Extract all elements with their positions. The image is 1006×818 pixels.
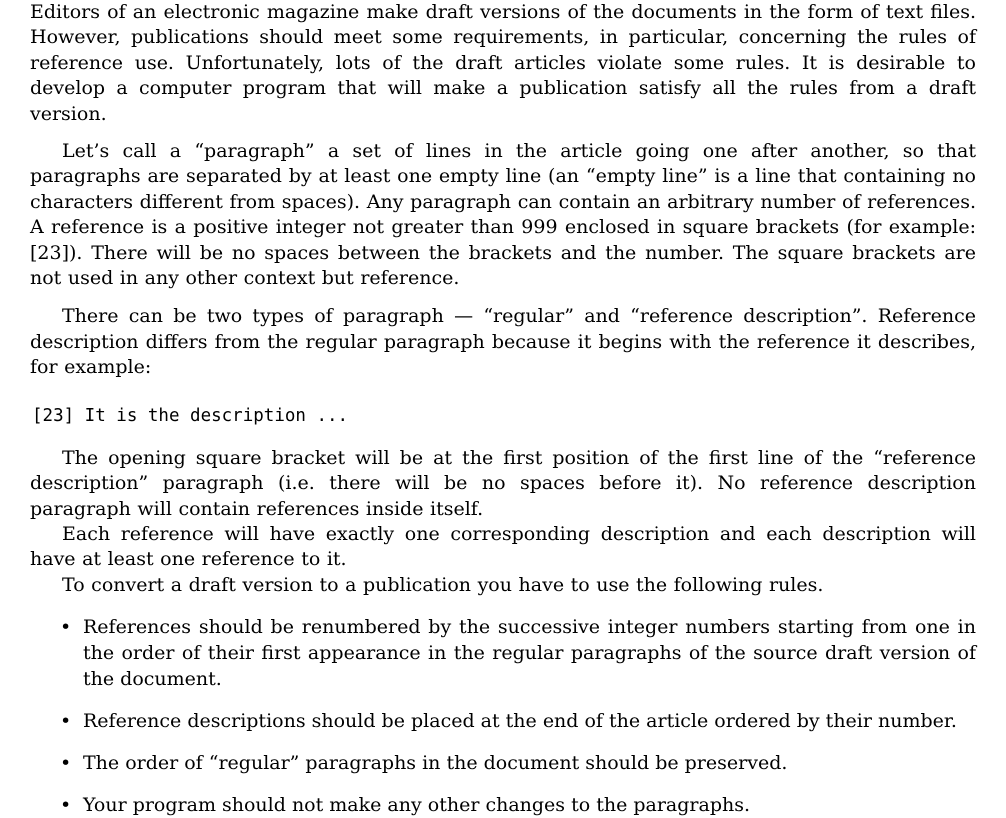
paragraph-types: There can be two types of paragraph — “regular” and “reference description”. Reference description differs from the regular paragraph because it begins with the reference it describes, for example: <box>30 305 976 379</box>
bracket-position-paragraph: The opening square bracket will be at the first position of the first line of the “reference description” paragraph (i.e. there will be no spaces before it). No reference description paragraph will contain references inside itself. <box>30 446 976 520</box>
code-example: [23] It is the description ... <box>32 405 349 426</box>
rule-text: Your program should not make any other changes to the paragraphs. <box>83 794 751 817</box>
reference-correspondence-paragraph: Each reference will have exactly one corresponding description and each description will have at least one reference to it. <box>30 522 976 571</box>
list-item <box>30 792 976 818</box>
rule-text: The order of “regular” paragraphs in the document should be preserved. <box>83 752 788 775</box>
rule-text: Reference descriptions should be placed at the end of the article ordered by their number. <box>83 710 957 733</box>
intro-paragraph: Editors of an electronic magazine make draft versions of the documents in the form of text files. However, publications should meet some requirements, in particular, concerning the rules of reference use. Unfortunately, lots of the draft articles violate some rules. It is desirable to develop a computer program that will make a publication satisfy all the rules from a draft version. <box>30 1 976 125</box>
bullet-icon: • <box>60 710 72 733</box>
bullet-icon: • <box>60 752 72 775</box>
rule-text: References should be renumbered by the successive integer numbers starting from one in the order of their first appearance in the regular paragraphs of the source draft version of the document. <box>83 616 976 691</box>
bullet-icon: • <box>60 616 72 639</box>
paragraph-definition: Let’s call a “paragraph” a set of lines in the article going one after another, so that paragraphs are separated by at least one empty line (an “empty line” is a line that containing no characters different from spaces). Any paragraph can contain an arbitrary number of references. A reference is a positive integer not greater than 999 enclosed in square brackets (for example: [23]). There will be no spaces between the brackets and the number. The square brackets are not used in any other context but reference. <box>30 140 976 290</box>
list-item <box>30 614 976 692</box>
list-item <box>30 708 976 734</box>
rules-list <box>30 614 976 818</box>
rules-intro-paragraph: To convert a draft version to a publication you have to use the following rules. <box>62 573 824 596</box>
list-item <box>30 750 976 776</box>
bullet-icon: • <box>60 794 72 817</box>
